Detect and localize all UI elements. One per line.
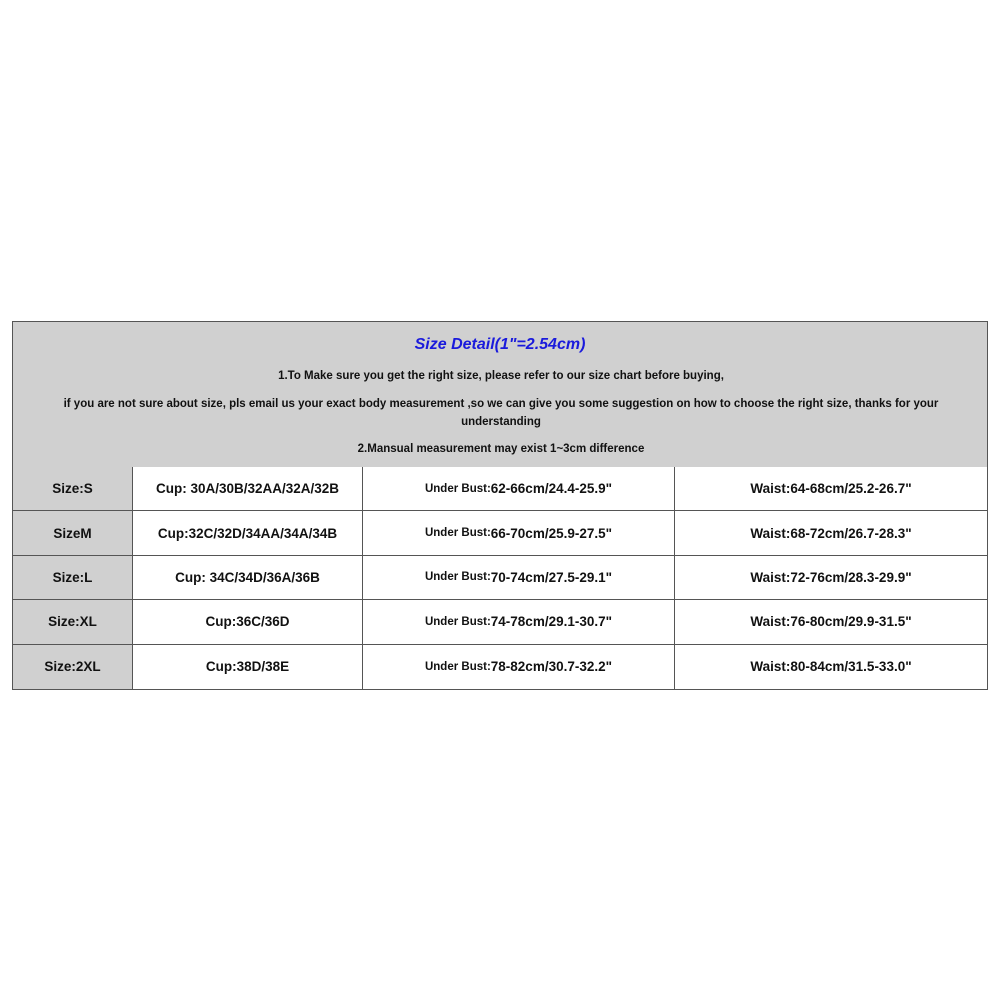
- instruction-note-2: if you are not sure about size, pls email us your exact body measurement ,so we can give you some suggestion on how to choose the right size, thanks for your understanding: [63, 398, 939, 428]
- waist-cell: Waist:64-68cm/25.2-26.7": [675, 467, 987, 511]
- under-bust-cell: [363, 556, 675, 600]
- under-bust-label: Under Bust:: [424, 571, 491, 584]
- under-bust-cell: [363, 645, 675, 689]
- cup-cell: Cup: 30A/30B/32AA/32A/32B: [133, 467, 363, 511]
- size-cell: Size:S: [13, 467, 133, 511]
- waist-cell: Waist:72-76cm/28.3-29.9": [675, 556, 987, 600]
- under-bust-label: Under Bust:: [424, 615, 491, 628]
- under-bust-label: Under Bust:: [424, 527, 491, 540]
- under-bust-value: 78-82cm/30.7-32.2": [490, 659, 613, 675]
- under-bust-value: 70-74cm/27.5-29.1": [490, 569, 613, 585]
- size-cell: SizeM: [13, 511, 133, 555]
- waist-cell: Waist:68-72cm/26.7-28.3": [675, 511, 987, 555]
- under-bust-cell: [363, 467, 675, 511]
- under-bust-cell: [363, 600, 675, 644]
- size-chart-title: Size Detail(1"=2.54cm): [414, 336, 586, 353]
- size-cell: Size:L: [13, 556, 133, 600]
- size-cell: Size:2XL: [13, 645, 133, 689]
- under-bust-label: Under Bust:: [424, 660, 491, 673]
- size-chart-header: [13, 322, 987, 468]
- waist-cell: Waist:76-80cm/29.9-31.5": [675, 600, 987, 644]
- size-cell: Size:XL: [13, 600, 133, 644]
- under-bust-value: 74-78cm/29.1-30.7": [490, 614, 613, 630]
- cup-cell: Cup: 34C/34D/36A/36B: [133, 556, 363, 600]
- waist-cell: Waist:80-84cm/31.5-33.0": [675, 645, 987, 689]
- cup-cell: Cup:38D/38E: [133, 645, 363, 689]
- under-bust-value: 66-70cm/25.9-27.5": [490, 525, 613, 541]
- cup-cell: Cup:32C/32D/34AA/34A/34B: [133, 511, 363, 555]
- instruction-note-1: 1.To Make sure you get the right size, please refer to our size chart before buying,: [278, 370, 724, 382]
- instruction-note-3: 2.Mansual measurement may exist 1~3cm difference: [357, 443, 645, 455]
- under-bust-label: Under Bust:: [424, 482, 491, 495]
- size-chart: [12, 321, 988, 690]
- under-bust-cell: [363, 511, 675, 555]
- size-table: [13, 467, 987, 689]
- cup-cell: Cup:36C/36D: [133, 600, 363, 644]
- under-bust-value: 62-66cm/24.4-25.9": [490, 481, 613, 497]
